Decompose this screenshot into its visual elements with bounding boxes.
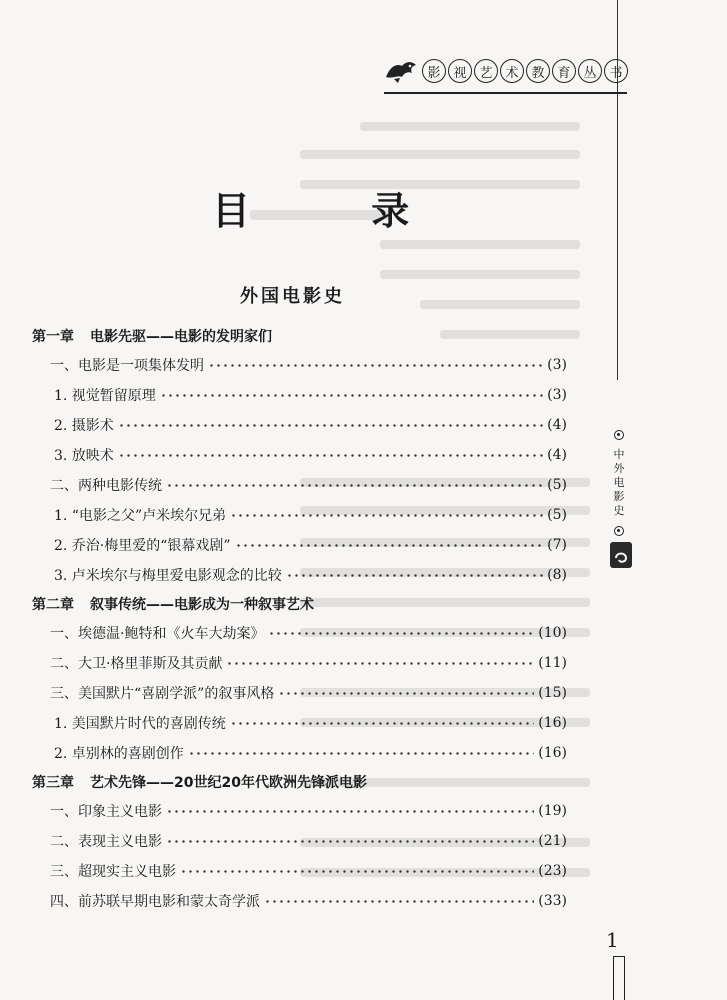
entry-label: 1. 美国默片时代的喜剧传统 [54,716,226,732]
entry-label: 四、前苏联早期电影和蒙太奇学派 [50,894,260,910]
entry-page: (11) [538,655,567,671]
entry-page: (8) [547,567,567,583]
toc-section [32,796,567,826]
entry-page: (5) [547,507,567,523]
entry-page: (15) [538,685,567,701]
side-char: 外 [613,462,625,475]
side-char: 中 [613,448,625,461]
dot-leader [208,364,543,367]
series-char: 艺 [474,59,498,83]
toc-subsection [32,440,567,470]
chapter-title: 电影先驱——电影的发明家们 [90,329,272,345]
side-char: 影 [613,490,625,503]
toc-section [32,648,567,678]
toc-section [32,470,567,500]
series-header [384,54,630,88]
toc-section [32,678,567,708]
chapter-number: 第三章 [32,775,74,791]
toc-chapter [32,590,567,618]
toc-subsection [32,380,567,410]
dot-leader [188,752,534,755]
entry-label: 一、印象主义电影 [50,804,162,820]
entry-page: (4) [547,417,567,433]
toc-subsection [32,738,567,768]
entry-label: 3. 卢米埃尔与梅里爱电影观念的比较 [54,568,282,584]
folio-marker [613,956,625,1000]
dot-leader [264,900,534,903]
entry-label: 2. 乔治·梅里爱的“银幕戏剧” [54,538,231,554]
chapter-number: 第一章 [32,329,74,345]
entry-label: 一、埃德温·鲍特和《火车大劫案》 [50,626,265,642]
series-char: 育 [552,59,576,83]
section-title: 外国电影史 [240,286,345,307]
toc-subsection [32,530,567,560]
dot-leader [166,840,534,843]
dot-leader [230,722,534,725]
page-title: 目 录 [212,189,464,233]
entry-label: 2. 卓别林的喜剧创作 [54,746,184,762]
dot-leader [278,692,534,695]
toc-subsection [32,500,567,530]
entry-label: 2. 摄影术 [54,418,114,434]
entry-label: 三、美国默片“喜剧学派”的叙事风格 [50,686,275,702]
series-title [422,59,630,83]
entry-page: (33) [538,893,567,909]
toc-section [32,856,567,886]
dot-leader [226,662,534,665]
header-rule [384,92,627,94]
toc-subsection [32,560,567,590]
toc-subsection [32,708,567,738]
series-char: 教 [526,59,550,83]
entry-label: 1. “电影之父”卢米埃尔兄弟 [54,508,227,524]
toc-section [32,618,567,648]
chapter-title: 叙事传统——电影成为一种叙事艺术 [90,597,314,613]
entry-label: 3. 放映术 [54,448,114,464]
series-char: 术 [500,59,524,83]
toc-section [32,826,567,856]
entry-page: (10) [538,625,567,641]
entry-page: (16) [538,715,567,731]
chapter-title: 艺术先锋——20世纪20年代欧洲先锋派电影 [90,775,367,791]
entry-label: 二、大卫·格里菲斯及其贡献 [50,656,223,672]
entry-label: 三、超现实主义电影 [50,864,176,880]
dragon-emblem-icon [384,57,418,85]
entry-page: (16) [538,745,567,761]
entry-page: (21) [538,833,567,849]
toc-section [32,350,567,380]
side-tab [610,430,628,568]
side-tab-title [610,448,628,518]
bullet-icon [614,430,624,440]
entry-page: (23) [538,863,567,879]
dot-leader [230,514,543,517]
dot-leader [180,870,534,873]
series-char: 影 [422,59,446,83]
chapter-number: 第二章 [32,597,74,613]
entry-page: (19) [538,803,567,819]
entry-label: 二、表现主义电影 [50,834,162,850]
dot-leader [118,424,543,427]
entry-label: 二、两种电影传统 [50,478,162,494]
side-char: 电 [613,476,625,489]
dot-leader [118,454,543,457]
toc-subsection [32,410,567,440]
entry-page: (7) [547,537,567,553]
entry-page: (3) [547,357,567,373]
toc-section [32,886,567,916]
toc-chapter [32,322,567,350]
entry-page: (3) [547,387,567,403]
dot-leader [286,574,543,577]
entry-page: (4) [547,447,567,463]
table-of-contents [32,322,567,916]
dot-leader [268,632,534,635]
side-char: 史 [613,504,625,517]
series-char: 视 [448,59,472,83]
film-emblem-icon [610,542,632,568]
bullet-icon [614,526,624,536]
toc-chapter [32,768,567,796]
series-char: 书 [604,59,628,83]
page-number: 1 [606,928,619,952]
entry-label: 一、电影是一项集体发明 [50,358,204,374]
dot-leader [160,394,543,397]
dot-leader [235,544,544,547]
dot-leader [166,810,534,813]
entry-page: (5) [547,477,567,493]
entry-label: 1. 视觉暂留原理 [54,388,156,404]
dot-leader [166,484,543,487]
series-char: 丛 [578,59,602,83]
